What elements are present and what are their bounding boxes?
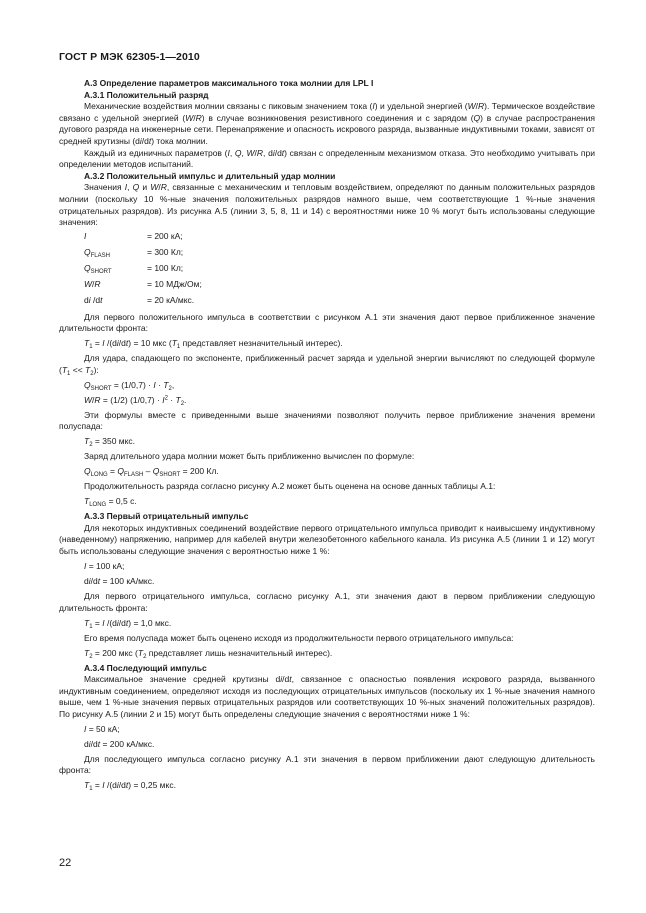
value-row: [59, 263, 595, 275]
value-text: = 100 Кл;: [147, 263, 184, 274]
section-heading: A.3.2 Положительный импульс и длительный удар молнии: [84, 170, 336, 181]
formula-line: $Q_{SHORT} = (1/0,7) \cdot I \cdot T_2$,: [84, 379, 175, 392]
body-paragraph: Эти формулы вместе с приведенными выше значениями позволяют получить первое приближение значения времени полуспада:: [59, 409, 595, 432]
formula-line: I = 50 кА;: [84, 723, 120, 734]
value-label: I: [84, 230, 87, 241]
formula-line: di/dt = 100 кА/мкс.: [84, 576, 155, 587]
page-content: [59, 78, 595, 795]
body-paragraph: Значения I, Q и W/R, связанные с механическим и тепловым воздействием, определяют по данным положительных разрядов молнии (поскольку 10 %-ные значения положительных разрядов намного выше, чем соответствующие 1 %-ные значения отрицательных разрядов). Из рисунка А.5 (линии 3, 5, 8, 11 и 14) с вероятностями ниже 10 % могут быть использованы следующие значения:: [59, 182, 595, 228]
body-paragraph: Продолжительность разряда согласно рисунку А.2 может быть оценена на основе данных таблицы А.1:: [84, 481, 496, 492]
value-label: $Q_{FLASH}$: [84, 246, 110, 259]
formula-line: di/dt = 200 кА/мкс.: [84, 738, 155, 749]
value-row: [59, 295, 595, 307]
body-paragraph: Для первого отрицательного импульса, согласно рисунку А.1, эти значения дают в первом приближении следующую длительность фронта:: [59, 591, 595, 613]
section-heading: A.3.1 Положительный разряд: [84, 89, 209, 100]
value-row: [59, 279, 595, 291]
body-paragraph: Каждый из единичных параметров (I, Q, W/R, di/dt) связан с определенным механизмом отказа. Это необходимо учитывать при определении методов испытаний.: [59, 147, 595, 170]
value-text: = 300 Кл;: [147, 246, 184, 257]
formula-line: $T_{LONG} = 0,5$ с.: [84, 496, 137, 509]
body-paragraph: Его время полуспада может быть оценено исходя из продолжительности первого отрицательного импульса:: [84, 632, 514, 643]
formula-line: $T_2 = 200$ мкс ($T_2$ представляет лишь незначительный интерес).: [84, 647, 333, 660]
value-list: [59, 231, 595, 307]
body-paragraph: Для первого положительного импульса в соответствии с рисунком А.1 эти значения дают первое приближенное значение длительности фронта:: [59, 311, 595, 334]
body-paragraph: Для удара, спадающего по экспоненте, приближенный расчет заряда и удельной энергии вычисляют по следующей формуле $(T_1 << T_2)$:: [59, 353, 595, 377]
body-paragraph: Для последующего импульса согласно рисунку А.1 эти значения в первом приближении дают следующую длительность фронта:: [59, 753, 595, 776]
value-text: = 10 МДж/Ом;: [147, 279, 202, 290]
value-text: = 200 кА;: [147, 230, 183, 241]
value-text: = 20 кА/мкс.: [147, 295, 195, 306]
body-paragraph: Максимальное значение средней крутизны di/dt, связанное с опасностью появления искрового разряда, вызванного индуктивным соединением, определяют исходя из последующих отрицательных импульсов (поскольку их 1 %-ные значения намного выше, чем 1 %-ные значения первых отрицательных разрядов или соответствующих 10 %-ных значений положительных разрядов). По рисунку А.5 (линии 2 и 15) могут быть определены следующие значения с вероятностями ниже 1 %:: [59, 674, 596, 719]
formula-line: I = 100 кА;: [84, 561, 125, 572]
formula-line: $T_1 = I$ /(di/dt) = 0,25 мкс.: [84, 780, 176, 793]
section-heading: A.3.3 Первый отрицательный импульс: [84, 511, 249, 522]
body-paragraph: Заряд длительного удара молнии может быть приближенно вычислен по формуле:: [84, 451, 415, 462]
formula-line: $T_2 = 350$ мкс.: [84, 436, 136, 449]
formula-line: $T_1 = I$ /(di/dt) = 10 мкс ($T_1$ представляет незначительный интерес).: [84, 338, 343, 351]
value-row: [59, 247, 595, 259]
value-label: $Q_{SHORT}$: [84, 263, 112, 275]
section-heading: A.3.4 Последующий импульс: [84, 662, 207, 673]
value-label: W/R: [84, 279, 101, 290]
formula-line: W/R = (1/2) $(1/0,7) \cdot I^2 \cdot T_2$.: [84, 394, 187, 407]
standard-header: ГОСТ Р МЭК 62305-1—2010: [59, 51, 200, 63]
body-paragraph: Для некоторых индуктивных соединений воздействие первого отрицательного импульса приводит к наивысшему индуктивному (наведенному) напряжению, например для кабелей внутри железобетонного кабельного канала. Из рисунка А.5 (линии 1 и 12) могут быть использованы следующие значения с вероятностью ниже 1 %:: [59, 522, 595, 557]
formula-line: $T_1 = I$ /(di/dt) = 1,0 мкс.: [84, 617, 172, 630]
section-heading: A.3 Определение параметров максимального тока молнии для LPL I: [84, 78, 374, 88]
formula-line: $Q_{LONG} = Q_{FLASH} - Q_{SHORT} = 200$ Кл.: [84, 466, 219, 479]
body-paragraph: Механические воздействия молнии связаны с пиковым значением тока (I) и удельной энергией (W/R). Термическое воздействие связано с удельной энергией (W/R) в случае возникновения резистивного соединения и с зарядом (Q) в случае распространения дугового разряда на инженерные сети. Перенапряжение и опасность искрового разряда, вызванные индуктивными токами, зависят от средней крутизны (di/dt) тока молнии.: [59, 101, 595, 146]
page-number: 22: [59, 857, 72, 869]
value-row: [59, 231, 595, 243]
value-label: di /dt: [84, 295, 103, 306]
